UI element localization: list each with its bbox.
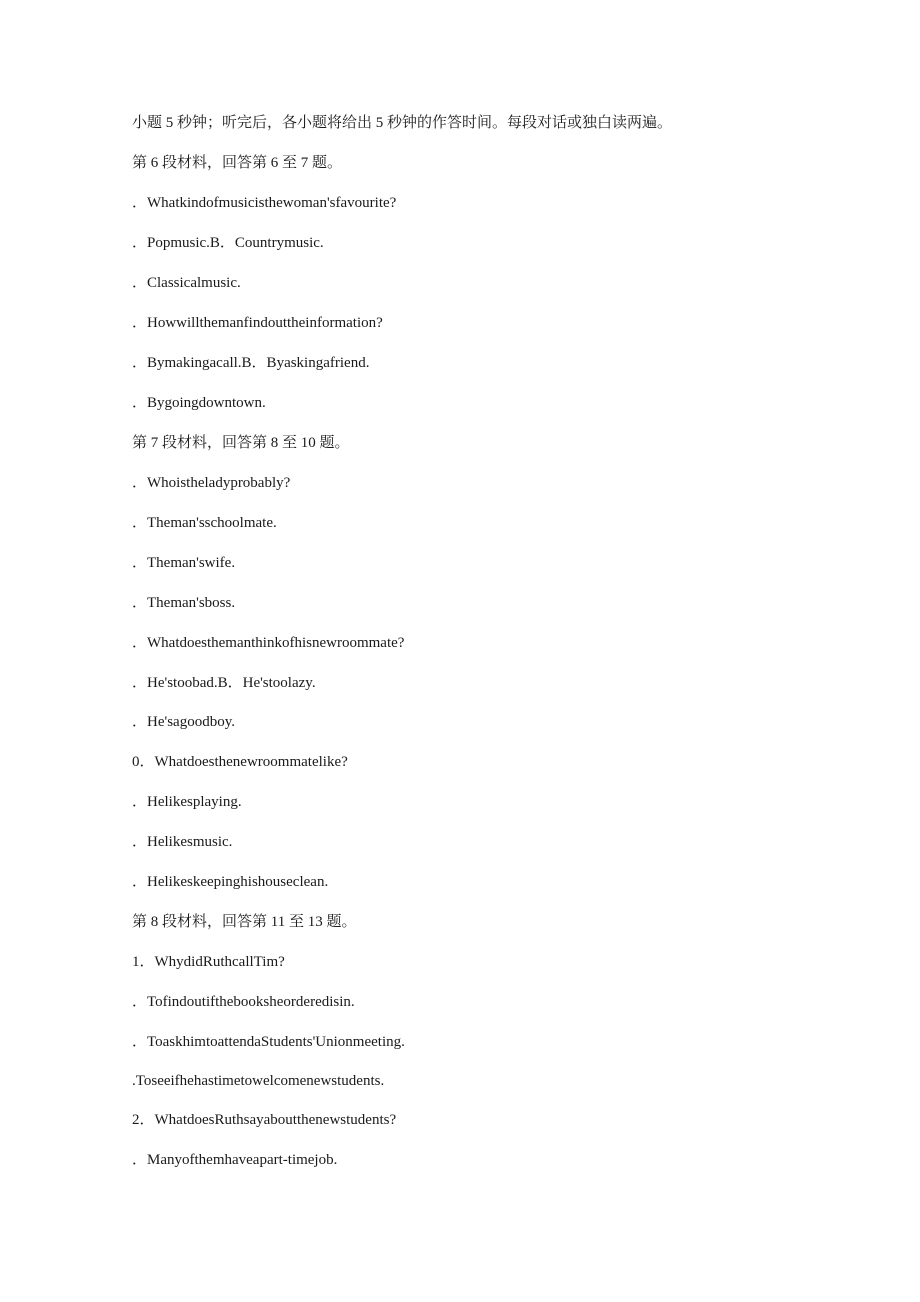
section-heading-6: 第 6 段材料，回答第 6 至 7 题。 bbox=[132, 155, 343, 171]
answer-option-11b: ．ToaskhimtoattendaStudents'Unionmeeting. bbox=[132, 1034, 405, 1050]
answer-option-11a: ．Tofindoutifthebooksheorderedisin. bbox=[132, 994, 355, 1010]
answer-option-10c: ．Helikeskeepinghishouseclean. bbox=[132, 874, 329, 890]
answer-options-7ab: ．Bymakingacall.B．Byaskingafriend. bbox=[132, 355, 370, 371]
question-12: 2．WhatdoesRuthsayaboutthenewstudents? bbox=[132, 1112, 397, 1128]
answer-option-12a: ．Manyofthemhaveapart-timejob. bbox=[132, 1152, 338, 1168]
answer-option-8c: ．Theman'sboss. bbox=[132, 595, 236, 611]
answer-options-9ab: ．He'stoobad.B．He'stoolazy. bbox=[132, 675, 316, 691]
section-heading-7: 第 7 段材料，回答第 8 至 10 题。 bbox=[132, 435, 350, 451]
answer-options-6ab: ．Popmusic.B．Countrymusic. bbox=[132, 235, 324, 251]
question-11: 1．WhydidRuthcallTim? bbox=[132, 954, 285, 970]
question-6: ．Whatkindofmusicisthewoman'sfavourite? bbox=[132, 195, 397, 211]
section-heading-8: 第 8 段材料，回答第 11 至 13 题。 bbox=[132, 914, 357, 930]
question-9: ．Whatdoesthemanthinkofhisnewroommate? bbox=[132, 635, 405, 651]
answer-option-7c: ．Bygoingdowntown. bbox=[132, 395, 266, 411]
answer-option-6c: ．Classicalmusic. bbox=[132, 275, 241, 291]
answer-option-8b: ．Theman'swife. bbox=[132, 555, 236, 571]
answer-option-10b: ．Helikesmusic. bbox=[132, 834, 233, 850]
instruction-text: 小题 5 秒钟；听完后，各小题将给出 5 秒钟的作答时间。每段对话或独白读两遍。 bbox=[132, 115, 673, 131]
answer-option-11c: .Toseeifhehastimetowelcomenewstudents. bbox=[132, 1073, 385, 1089]
answer-option-8a: ．Theman'sschoolmate. bbox=[132, 515, 277, 531]
answer-option-9c: ．He'sagoodboy. bbox=[132, 714, 235, 730]
question-7: ．Howwillthemanfindouttheinformation? bbox=[132, 315, 383, 331]
question-8: ．Whoistheladyprobably? bbox=[132, 475, 291, 491]
answer-option-10a: ．Helikesplaying. bbox=[132, 794, 242, 810]
question-10: 0．Whatdoesthenewroommatelike? bbox=[132, 754, 348, 770]
